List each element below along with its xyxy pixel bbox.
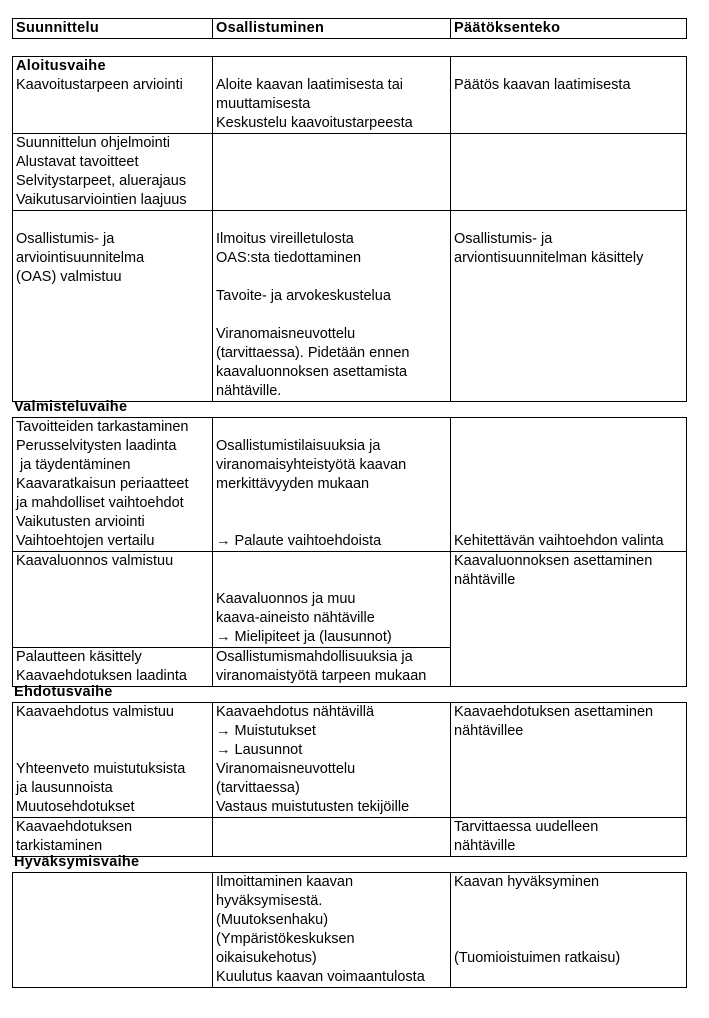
phase-hyvaksymisvaihe: Hyväksymisvaihe (14, 854, 140, 870)
valmistelu-r3-c1: Palautteen käsittely Kaavaehdotuksen laadinta (13, 648, 213, 687)
hyvaksymis-r1-c2: Ilmoittaminen kaavan hyväksymisestä. (Muutoksenhaku) (Ympäristökeskuksen oikaisukehotus) Kuulutus kaavan voimaantulosta (213, 873, 451, 988)
aloitus-r2-c2 (213, 134, 451, 211)
valmistelu-r3-c3 (451, 648, 687, 687)
aloitus-table (12, 56, 687, 402)
aloitus-r1-c2: Aloite kaavan laatimisesta tai muuttamisesta Keskustelu kaavoitustarpeesta (213, 57, 451, 134)
hyvaksymis-r1-c1 (13, 873, 213, 988)
ehdotus-r1-c1: Kaavaehdotus valmistuu Yhteenveto muistutuksista ja lausunnoista Muutosehdotukset (13, 703, 213, 818)
ehdotus-table (12, 702, 687, 857)
hyvaksymis-r1-c3: Kaavan hyväksyminen (Tuomioistuimen ratkaisu) (451, 873, 687, 988)
hyvaksymis-row-1 (13, 873, 687, 988)
phase-valmisteluvaihe: Valmisteluvaihe (14, 399, 128, 415)
aloitus-r2-c3 (451, 134, 687, 211)
ehdotus-r2-c3: Tarvittaessa uudelleen nähtäville (451, 818, 687, 857)
valmistelu-r1-c1: Tavoitteiden tarkastaminen Perusselvitysten laadinta ja täydentäminen Kaavaratkaisun periaatteet ja mahdolliset vaihtoehdot Vaikutusten arviointi Vaihtoehtojen vertailu (13, 418, 213, 552)
ehdotus-r2-c1: Kaavaehdotuksen tarkistaminen (13, 818, 213, 857)
aloitus-r3-c2: Ilmoitus vireilletulosta OAS:sta tiedottaminen Tavoite- ja arvokeskustelua Viranomaisneuvottelu (tarvittaessa). Pidetään ennen kaavaluonnoksen asettamista nähtäville. (213, 211, 451, 402)
valmistelu-table (12, 417, 687, 687)
palaute-vaihtoehdoista: → Palaute vaihtoehdoista (216, 533, 382, 549)
aloitus-r3-c1: Osallistumis- ja arviointisuunnitelma (OAS) valmistuu (13, 211, 213, 402)
phase-ehdotusvaihe: Ehdotusvaihe (14, 684, 113, 700)
valmistelu-r2-c1: Kaavaluonnos valmistuu (13, 552, 213, 648)
aloitus-row-2 (13, 134, 687, 211)
aloitus-r1-c1: Aloitusvaihe Kaavoitustarpeen arviointi (13, 57, 213, 134)
ehdotus-r1-c2: Kaavaehdotus nähtävillä → Muistutukset → Lausunnot Viranomaisneuvottelu (tarvittaessa) Vastaus muistutusten tekijöille (213, 703, 451, 818)
vaihtoehdon-valinta: Kehitettävän vaihtoehdon valinta (454, 533, 664, 549)
valmistelu-r1-c2: Osallistumistilaisuuksia ja viranomaisyhteistyötä kaavan merkittävyyden mukaan → Palaute vaihtoehdoista (213, 418, 451, 552)
valmistelu-r2-c3: Kaavaluonnoksen asettaminen nähtäville (451, 552, 687, 648)
header-osallistuminen: Osallistuminen (213, 19, 451, 39)
valmistelu-row-1 (13, 418, 687, 552)
ehdotus-r1-c3: Kaavaehdotuksen asettaminen nähtävillee (451, 703, 687, 818)
valmistelu-r2-c2: Kaavaluonnos ja muu kaava-aineisto nähtäville → Mielipiteet ja (lausunnot) (213, 552, 451, 648)
header-paatoksenteko: Päätöksenteko (451, 19, 687, 39)
header-table (12, 18, 687, 39)
valmistelu-row-2 (13, 552, 687, 648)
valmistelu-r1-c3 (451, 418, 687, 552)
ehdotus-row-2 (13, 818, 687, 857)
aloitus-r3-c3: Osallistumis- ja arviontisuunnitelman käsittely (451, 211, 687, 402)
aloitus-row-1 (13, 57, 687, 134)
hyvaksymis-table (12, 872, 687, 988)
phase-aloitusvaihe: Aloitusvaihe (16, 58, 106, 74)
aloitus-r1-c3: Päätös kaavan laatimisesta (451, 57, 687, 134)
valmistelu-row-3 (13, 648, 687, 687)
aloitus-r2-c1: Suunnittelun ohjelmointi Alustavat tavoitteet Selvitystarpeet, aluerajaus Vaikutusarviointien laajuus (13, 134, 213, 211)
ehdotus-r2-c2 (213, 818, 451, 857)
aloitus-row-3 (13, 211, 687, 402)
header-suunnittelu: Suunnittelu (13, 19, 213, 39)
ehdotus-row-1 (13, 703, 687, 818)
valmistelu-r3-c2: Osallistumismahdollisuuksia ja viranomaistyötä tarpeen mukaan (213, 648, 451, 687)
